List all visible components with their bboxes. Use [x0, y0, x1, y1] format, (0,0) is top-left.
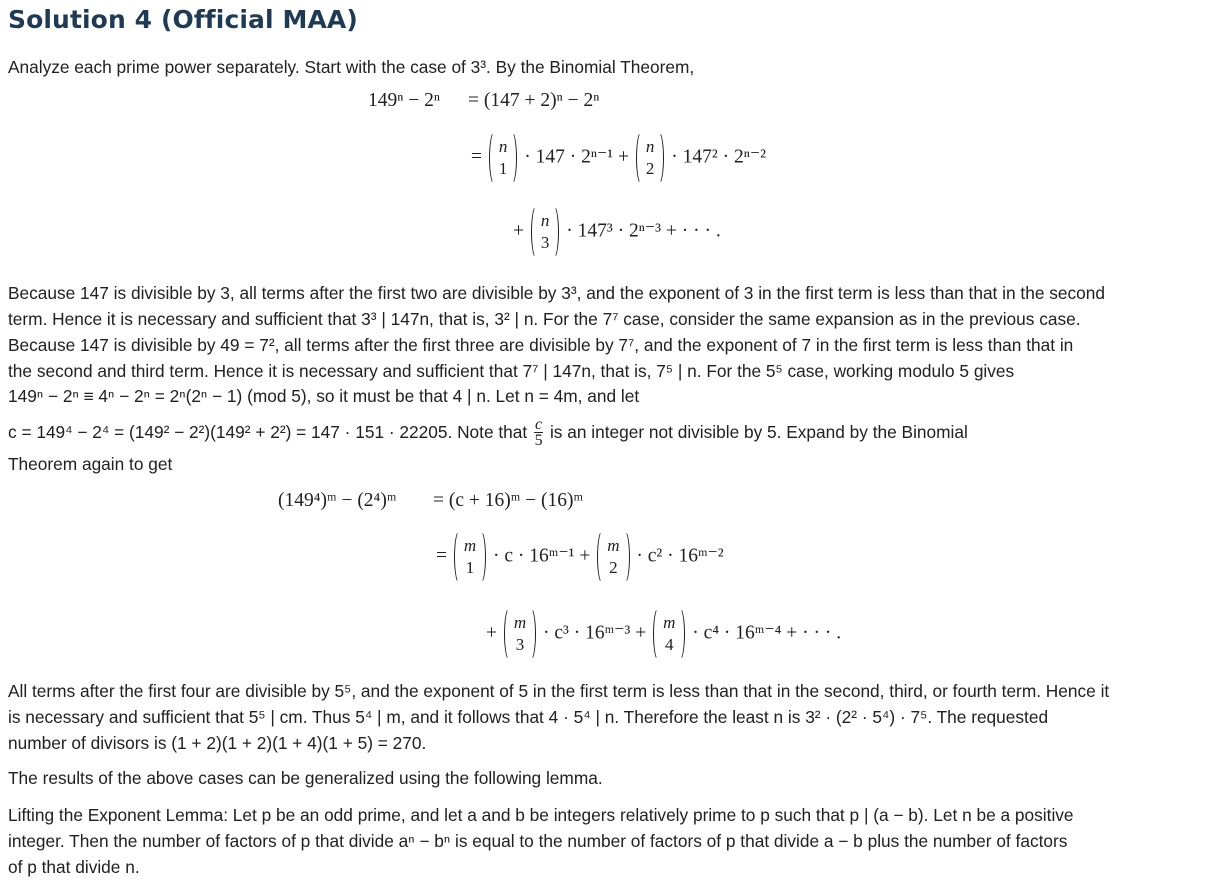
eq1-line1-lhs: 149ⁿ − 2ⁿ [368, 90, 441, 111]
eq2-line3: + m 3 · c³ · 16ᵐ⁻³ + m 4 · c⁴ · 16ᵐ⁻⁴ + · · · . [486, 607, 841, 661]
eq2-term4: · c⁴ · 16ᵐ⁻⁴ + · · · . [692, 622, 842, 644]
para5-line2: integer. Then the number of factors of p that divide aⁿ − bⁿ is equal to the number of factors of p that divide a − b plus the number of factors [8, 831, 1068, 851]
binomial-m-4: m 4 [653, 607, 685, 661]
para5-line1: Lifting the Exponent Lemma: Let p be an odd prime, and let a and b be integers relatively prime to p such that p | (a − b). Let n be a positive [8, 805, 1074, 825]
para2-line1: Because 147 is divisible by 3, all terms after the first two are divisible by 3³, and the exponent of 3 in the first term is less than that in the second [8, 283, 1105, 303]
para5-line3: of p that divide n. [8, 857, 140, 877]
binomial-n-2: n 2 [636, 131, 665, 185]
para3-line3: number of divisors is (1 + 2)(1 + 2)(1 + 4)(1 + 5) = 270. [8, 733, 427, 753]
para2-line7: Theorem again to get [8, 454, 173, 474]
eq2-line2: = m 1 · c · 16ᵐ⁻¹ + m 2 · c² · 16ᵐ⁻² [436, 530, 724, 584]
eq1-term1: · 147 · 2ⁿ⁻¹ + [524, 146, 630, 168]
binomial-m-3: m 3 [504, 607, 536, 661]
para2-line2: term. Hence it is necessary and sufficient that 3³ | 147n, that is, 3² | n. For the 7⁷ case, consider the same expansion as in the previous case. [8, 309, 1081, 329]
para3-line1: All terms after the first four are divisible by 5⁵, and the exponent of 5 in the first term is less than that in the second, third, or fourth term. Hence it [8, 681, 1110, 701]
intro-paragraph: Analyze each prime power separately. Start with the case of 3³. By the Binomial Theorem, [8, 57, 695, 77]
eq2-term3: · c³ · 16ᵐ⁻³ + [543, 622, 647, 644]
eq2-term2: · c² · 16ᵐ⁻² [636, 545, 724, 567]
eq2-line1-rhs: = (c + 16)ᵐ − (16)ᵐ [433, 490, 584, 511]
eq2-line1-lhs: (149⁴)ᵐ − (2⁴)ᵐ [278, 490, 397, 511]
fraction-c-over-5: $\frac{c}{5}$ [534, 416, 543, 449]
section-heading: Solution 4 (Official MAA) [8, 5, 358, 34]
binomial-m-1: m 1 [454, 530, 486, 584]
eq2-term1: · c · 16ᵐ⁻¹ + [493, 545, 591, 567]
eq1-line3: + n 3 · 147³ · 2ⁿ⁻³ + · · · . [513, 205, 721, 259]
eq1-line1-rhs: = (147 + 2)ⁿ − 2ⁿ [468, 90, 600, 111]
binomial-n-1: n 1 [489, 131, 518, 185]
generalization-paragraph: The results of the above cases can be generalized using the following lemma. [8, 768, 603, 788]
binomial-n-3: n 3 [531, 205, 560, 259]
eq1-term3: · 147³ · 2ⁿ⁻³ + · · · . [566, 220, 721, 242]
binomial-m-2: m 2 [597, 530, 629, 584]
para2-line6: c = 149⁴ − 2⁴ = (149² − 2²)(149² + 2²) = 147 · 151 · 22205. Note that $\frac{c}{5}$ is an integer not divisible by 5. Expand by the Binomial [8, 416, 968, 449]
para2-line4: the second and third term. Hence it is necessary and sufficient that 7⁷ | 147n, that is, 7⁵ | n. For the 5⁵ case, working modulo 5 gives [8, 361, 1015, 381]
eq1-term2: · 147² · 2ⁿ⁻² [671, 146, 767, 168]
eq1-line2: = n 1 · 147 · 2ⁿ⁻¹ + n 2 · 147² · 2ⁿ⁻² [471, 131, 766, 185]
para2-line5: 149ⁿ − 2ⁿ ≡ 4ⁿ − 2ⁿ = 2ⁿ(2ⁿ − 1) (mod 5), so it must be that 4 | n. Let n = 4m, and let [8, 386, 640, 406]
para3-line2: is necessary and sufficient that 5⁵ | cm. Thus 5⁴ | m, and it follows that 4 · 5⁴ | n. Therefore the least n is 3² · (2² · 5⁴) · 7⁵. The requested [8, 707, 1049, 727]
para2-line3: Because 147 is divisible by 49 = 7², all terms after the first three are divisible by 7⁷, and the exponent of 7 in the first term is less than that in [8, 335, 1074, 355]
